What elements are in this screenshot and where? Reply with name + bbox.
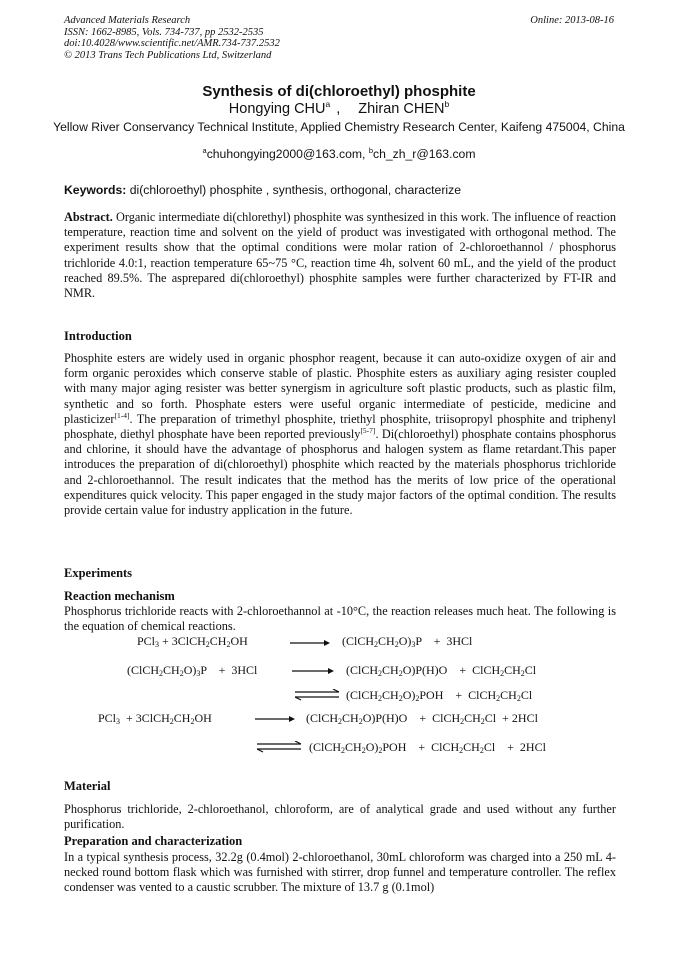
formula-subscript: 3 xyxy=(411,640,416,649)
formula-subscript: 2 xyxy=(479,746,484,755)
introduction-heading: Introduction xyxy=(64,329,132,343)
equilibrium-arrow-icon xyxy=(295,689,339,701)
journal-header xyxy=(64,15,280,61)
formula-text: CH xyxy=(378,634,395,648)
formula-subscript: 2 xyxy=(190,717,195,726)
formula-text: CH xyxy=(504,663,521,677)
author-sup: b xyxy=(444,99,450,109)
forward-arrow-icon xyxy=(290,638,330,648)
formula-text: CH xyxy=(463,740,480,754)
formula-text: Cl xyxy=(524,663,537,677)
formula-subscript: 2 xyxy=(179,669,184,678)
formula-text: (ClCH xyxy=(309,740,342,754)
citation-ref: [1-4] xyxy=(114,410,130,420)
intro-text: . Di(chloroethyl) phosphate contains phosphorus and chlorine, it should have the advantage of phosphorus and halogen system as flame retardant.This paper introduces the preparation of di(chloroethyl) phosphite which reacted by the materials phosphorus trichloride and 2-chloroethannol. The result indicates that the method has the merits of low price of the operational expenditures quick velocity. This paper engaged in the study major factors of the optimal condition. The results provide certain value for industry application in the future. xyxy=(64,427,616,518)
formula-subscript: 2 xyxy=(205,640,210,649)
formula-text: POH + ClCH xyxy=(419,688,497,702)
equation-5-products xyxy=(309,740,546,755)
formula-subscript: 2 xyxy=(378,746,383,755)
formula-subscript: 2 xyxy=(361,746,366,755)
formula-subscript: 2 xyxy=(159,669,164,678)
formula-subscript: 2 xyxy=(378,694,383,703)
material-heading: Material xyxy=(64,779,111,793)
formula-subscript: 2 xyxy=(459,746,464,755)
paper-title: Synthesis of di(chloroethyl) phosphite xyxy=(202,83,476,100)
equation-4-reactants xyxy=(98,711,212,726)
formula-text: CH xyxy=(342,711,359,725)
formula-text: P + 3HCl xyxy=(200,663,258,677)
formula-text: CH xyxy=(382,663,399,677)
formula-subscript: 2 xyxy=(520,669,525,678)
formula-subscript: 2 xyxy=(169,717,174,726)
author-sup: a xyxy=(325,99,331,109)
formula-text: CH xyxy=(345,740,362,754)
formula-text: P + 3HCl xyxy=(415,634,473,648)
formula-text: CH xyxy=(500,688,517,702)
preparation-heading: Preparation and characterization xyxy=(64,834,243,848)
abstract-paragraph xyxy=(64,210,616,301)
formula-subscript: 2 xyxy=(338,717,343,726)
formula-subscript: 2 xyxy=(374,640,379,649)
email-address: chuhongying2000@163.com xyxy=(206,147,363,161)
formula-subscript: 2 xyxy=(500,669,505,678)
formula-subscript: 2 xyxy=(358,717,363,726)
formula-text: CH xyxy=(209,634,227,648)
journal-name: Advanced Materials Research xyxy=(64,15,191,26)
formula-subscript: 2 xyxy=(516,694,521,703)
abstract-label: Abstract. xyxy=(64,210,113,224)
equation-3-products xyxy=(346,688,532,703)
equation-2-products xyxy=(346,663,536,678)
formula-subscript: 2 xyxy=(480,717,485,726)
email-address: ch_zh_r@163.com xyxy=(373,147,476,161)
copyright-line: © 2013 Trans Tech Publications Ltd, Switzerland xyxy=(64,49,272,61)
equation-2-reactants xyxy=(127,663,257,678)
formula-subscript: 2 xyxy=(226,640,231,649)
formula-text: OH xyxy=(230,634,248,648)
author-separator: , xyxy=(336,101,341,117)
formula-text: O) xyxy=(402,688,416,702)
introduction-paragraph xyxy=(64,351,616,518)
formula-text: (ClCH xyxy=(306,711,339,725)
online-date: Online: 2013-08-16 xyxy=(530,15,614,26)
formula-subscript: 2 xyxy=(378,669,383,678)
formula-text: O) xyxy=(365,740,379,754)
formula-subscript: 2 xyxy=(398,694,403,703)
keywords-label: Keywords: xyxy=(64,183,127,197)
affiliation: Yellow River Conservancy Technical Institute, Applied Chemistry Research Center, Kaifeng 475004, China xyxy=(53,120,625,134)
formula-text: OH xyxy=(194,711,212,725)
equilibrium-arrow-icon xyxy=(257,741,301,753)
formula-text: O)P(H)O + ClCH xyxy=(362,711,461,725)
formula-text: (ClCH xyxy=(346,688,379,702)
formula-subscript: 2 xyxy=(460,717,465,726)
keywords-text: di(chloroethyl) phosphite , synthesis, orthogonal, characterize xyxy=(129,183,461,197)
formula-subscript: 3 xyxy=(155,640,160,649)
formula-text: + 3ClCH xyxy=(120,711,170,725)
formula-subscript: 2 xyxy=(415,694,420,703)
formula-text: POH + ClCH xyxy=(382,740,460,754)
formula-text: O) xyxy=(398,634,412,648)
formula-text: (ClCH xyxy=(346,663,379,677)
equation-1-reactants xyxy=(137,634,248,649)
formula-subscript: 3 xyxy=(116,717,121,726)
formula-text: CH xyxy=(173,711,191,725)
preparation-paragraph: In a typical synthesis process, 32.2g (0.4mol) 2-chloroethanol, 30mL chloroform was charged into a 250 mL 4-necked round bottom flask which was furnished with stirrer, drop funnel and temperature controller. The reflex condenser was vented to a caustic scrubber. The mixture of 13.7 g (0.1mol) xyxy=(64,850,616,895)
formula-text: (ClCH xyxy=(342,634,375,648)
formula-text: O) xyxy=(183,663,197,677)
author-name: Hongying CHU xyxy=(228,101,326,117)
formula-subscript: 2 xyxy=(394,640,399,649)
citation-ref: [5-7] xyxy=(360,426,376,436)
experiments-heading: Experiments xyxy=(64,566,133,580)
equation-1-products xyxy=(342,634,472,649)
formula-text: CH xyxy=(163,663,180,677)
formula-text: Cl + 2HCl xyxy=(484,711,538,725)
abstract-text: Organic intermediate di(chlorethyl) phosphite was synthesized in this work. The influence of reaction temperature, reaction time and solvent on the yield of product was investigated with orthogonal method. The experiment results show that the optimal conditions were molar ration of 2-chloroethannol / phosphorus trichloride 4.0:1, reaction temperature 65~75 °C, reaction time 4h, solvent 60 mL, and the yield of the product reached 89.5%. The asprepared di(chloroethyl) phosphite samples were further characterized by FT-IR and NMR. xyxy=(64,210,616,301)
email-separator: , xyxy=(362,147,369,161)
author-line xyxy=(0,99,678,117)
formula-text: (ClCH xyxy=(127,663,160,677)
formula-subscript: 2 xyxy=(398,669,403,678)
forward-arrow-icon xyxy=(255,714,295,724)
author-name: Zhiran CHEN xyxy=(358,101,445,117)
mechanism-heading: Reaction mechanism xyxy=(64,589,175,603)
formula-subscript: 2 xyxy=(341,746,346,755)
formula-text: CH xyxy=(382,688,399,702)
issn-line: ISSN: 1662-8985, Vols. 734-737, pp 2532-2535 xyxy=(64,26,264,38)
email-sup: b xyxy=(368,146,373,155)
formula-text: CH xyxy=(464,711,481,725)
material-paragraph: Phosphorus trichloride, 2-chloroethanol, chloroform, are of analytical grade and used without any further purification. xyxy=(64,802,616,832)
intro-text: Phosphite esters are widely used in organic phosphor reagent, because it can auto-oxidize oxygen of air and form organic peroxides which conserve stable of plastic. Phosphite esters as auxiliary aging resister coupled with many major aging resister was better synergism in agriculture soft plastic products, such as plastic film, synthetic and so forth. Phosphate esters were useful organic intermediate of pesticide, medicine and plasticizer xyxy=(64,351,616,426)
formula-text: Cl xyxy=(520,688,533,702)
formula-text: PCl xyxy=(137,634,156,648)
intro-text: . The preparation of trimethyl phosphite, triethyl phosphite, triisopropyl phosphite and triphenyl phosphate, diethyl phosphate have been reported previously xyxy=(64,411,616,442)
equation-4-products xyxy=(306,711,538,726)
formula-subscript: 3 xyxy=(196,669,201,678)
mechanism-paragraph: Phosphorus trichloride reacts with 2-chloroethannol at -10°C, the reaction releases much heat. The following is the equation of chemical reactions. xyxy=(64,604,616,634)
formula-text: O)P(H)O + ClCH xyxy=(402,663,501,677)
forward-arrow-icon xyxy=(292,666,334,676)
doi-line: doi:10.4028/www.scientific.net/AMR.734-737.2532 xyxy=(64,38,280,49)
keywords-line xyxy=(64,183,616,197)
email-line xyxy=(0,146,678,161)
formula-text: Cl + 2HCl xyxy=(483,740,546,754)
formula-subscript: 2 xyxy=(496,694,501,703)
formula-text: PCl xyxy=(98,711,117,725)
formula-text: + 3ClCH xyxy=(159,634,206,648)
email-sup: a xyxy=(202,146,207,155)
